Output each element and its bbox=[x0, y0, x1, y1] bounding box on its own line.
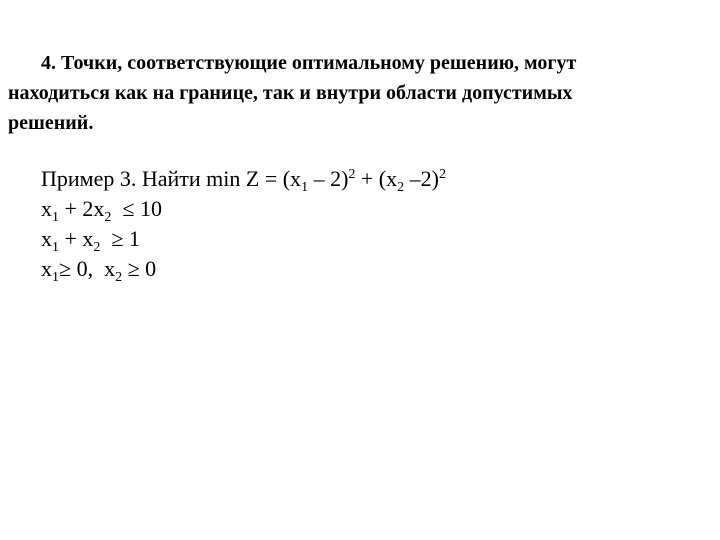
heading-line-2: находиться как на границе, так и внутри области допустимых bbox=[8, 82, 573, 104]
heading-line-1: 4. Точки, соответствующие оптимальному решению, могут bbox=[41, 52, 577, 74]
constraint-2: $x_1 + x_2 \ge 1$ bbox=[41, 226, 140, 255]
example-block bbox=[41, 164, 446, 284]
heading-line-3: решений. bbox=[8, 112, 94, 134]
objective-function: Пример 3. Найти $\min Z = (x_1 - 2)^2 + (x_2$ –2)$^2$ bbox=[41, 166, 446, 195]
statement-heading bbox=[8, 48, 708, 138]
constraint-3: $x_1\ge 0$, $x_2 \ge 0$ bbox=[41, 256, 157, 285]
constraint-1: $x_1 + 2x_2 \le 10$ bbox=[41, 196, 162, 225]
